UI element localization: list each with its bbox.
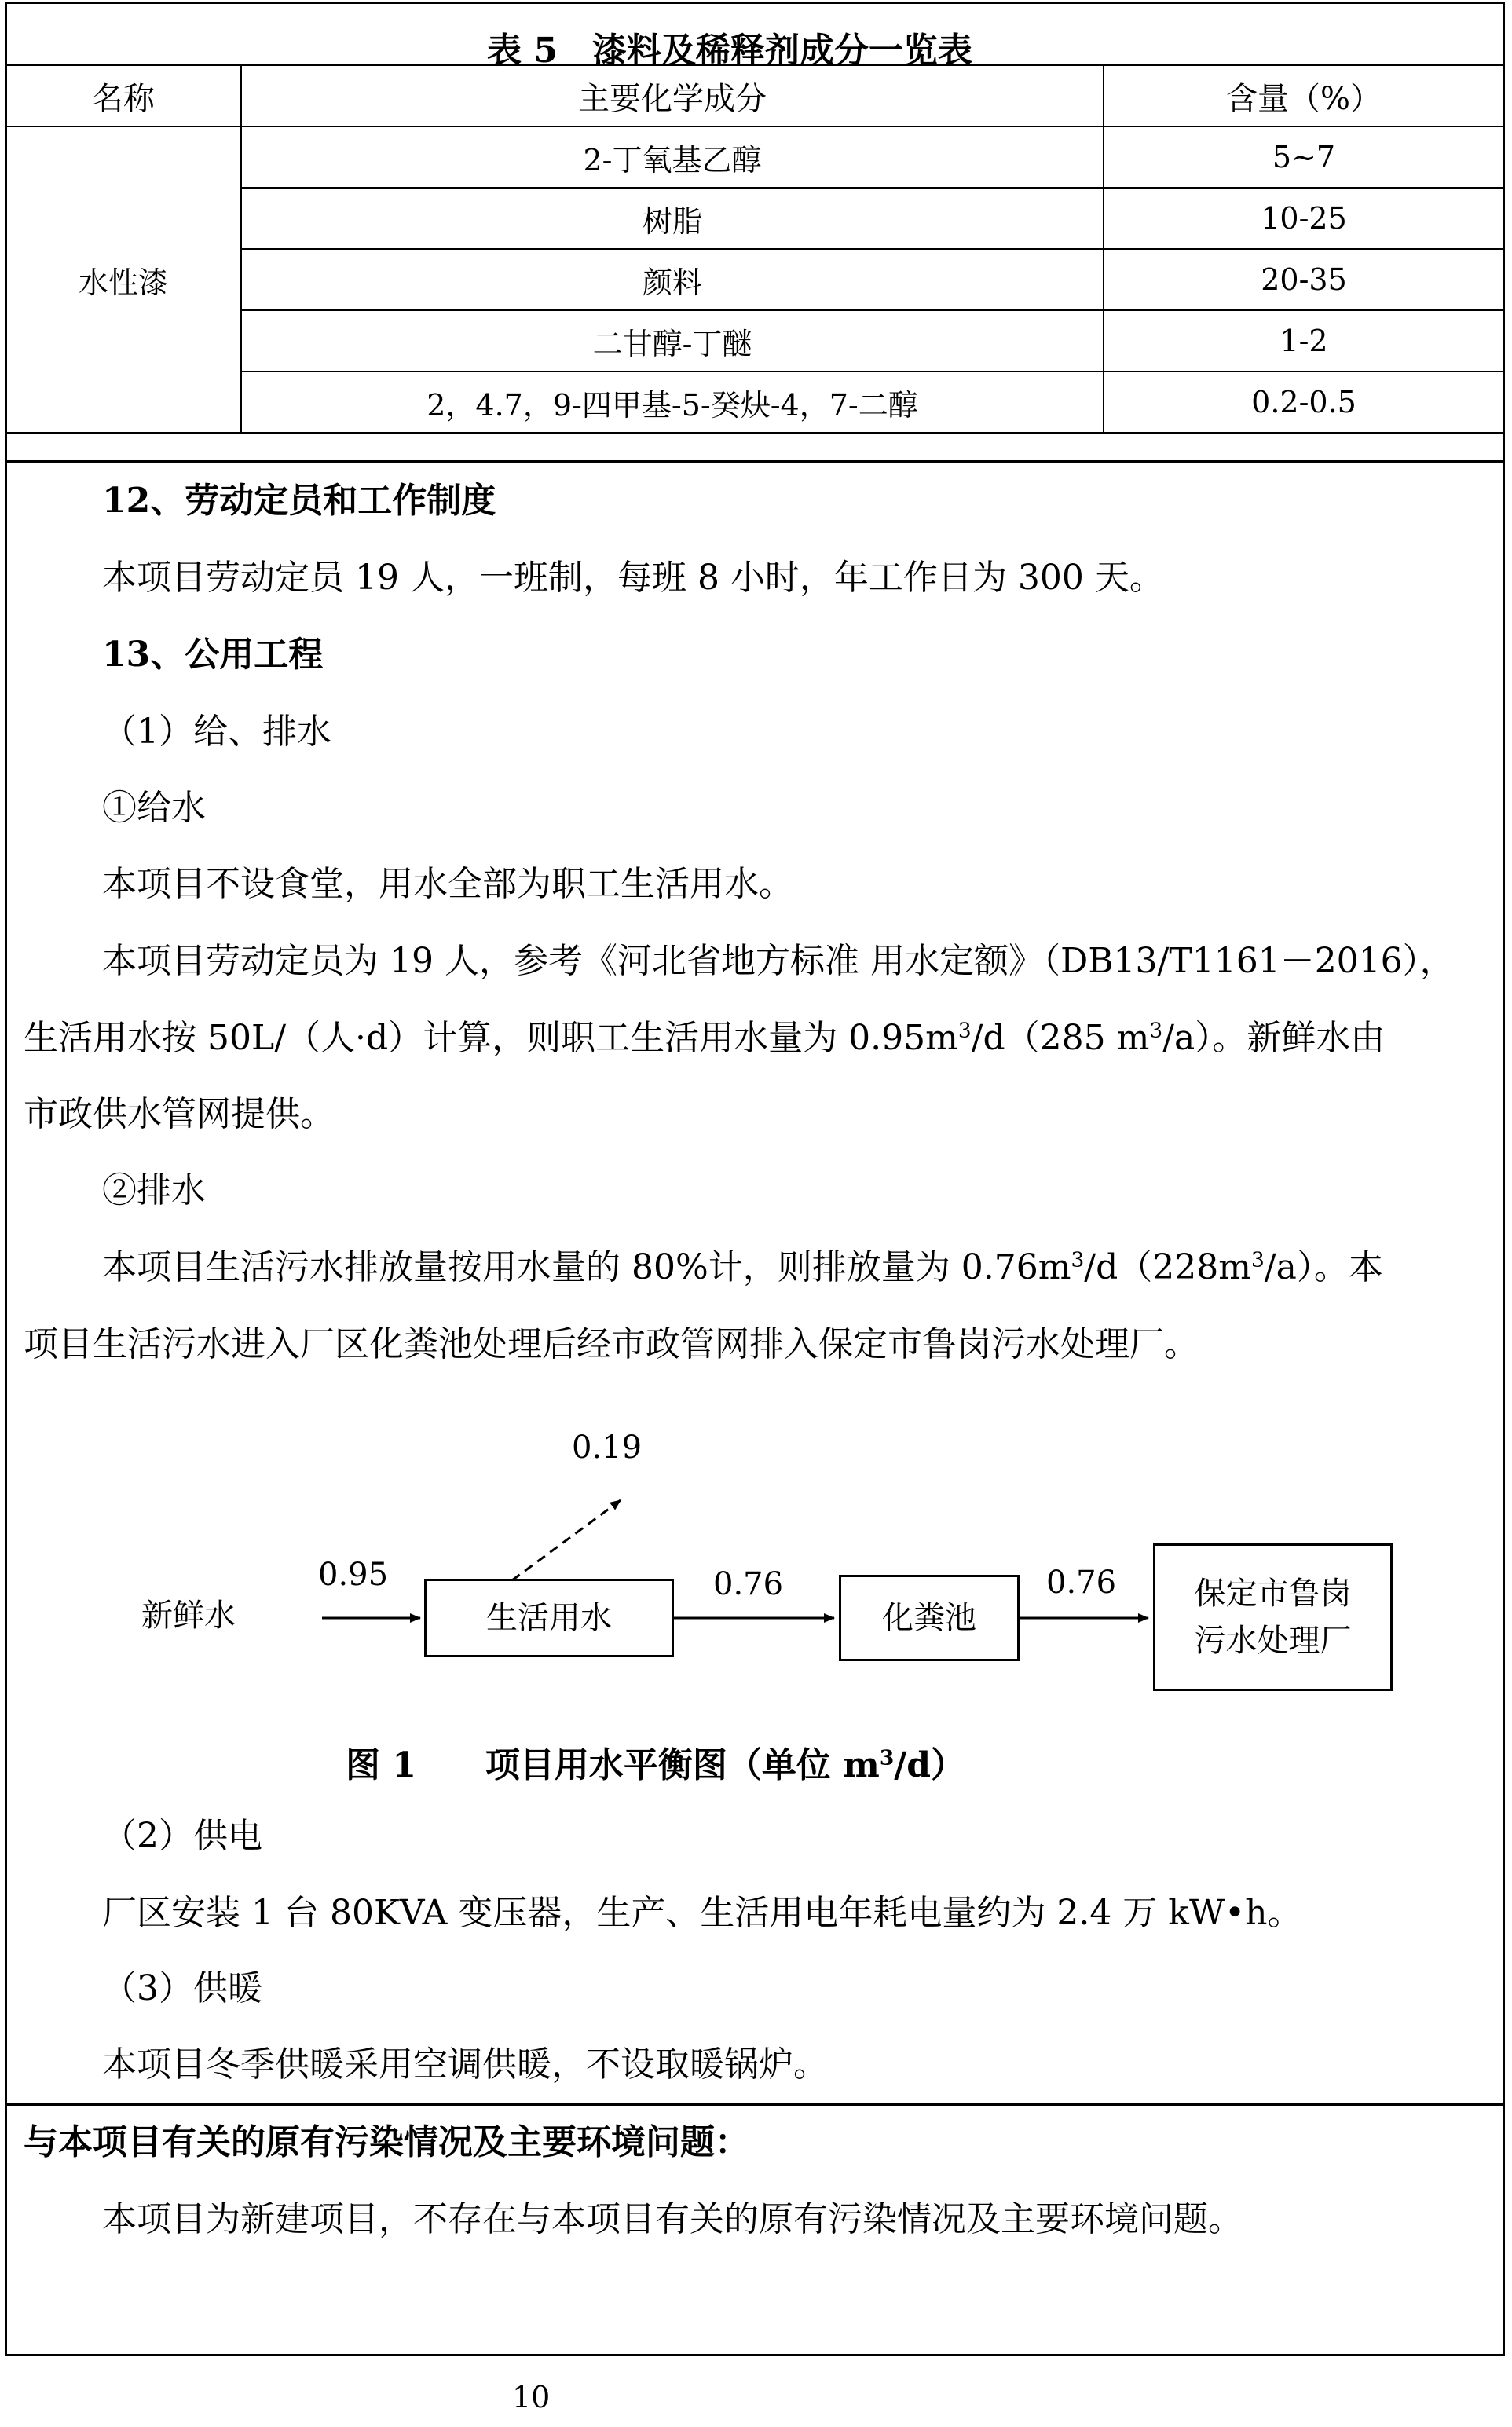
superscript: 3 — [1250, 1247, 1265, 1272]
component-cell: 颜料 — [241, 249, 1104, 310]
supply-title: ①给水 — [102, 788, 206, 828]
content-cell: 1-2 — [1104, 310, 1504, 372]
flow-label-3: 0.76 — [1046, 1565, 1117, 1601]
header-content: 含量（%） — [1104, 65, 1504, 126]
text-run: /d） — [894, 1745, 966, 1785]
supply-p1: 本项目不设食堂，用水全部为职工生活用水。 — [102, 864, 793, 904]
section12-heading: 12、劳动定员和工作制度 — [102, 481, 496, 521]
plant-line2: 污水处理厂 — [1194, 1623, 1352, 1659]
source-label: 新鲜水 — [141, 1598, 236, 1634]
pollution-text: 本项目为新建项目，不存在与本项目有关的原有污染情况及主要环境问题。 — [102, 2199, 1243, 2239]
text-run: /a）。本 — [1264, 1247, 1383, 1287]
superscript: 3 — [1149, 1018, 1163, 1043]
group-name-cell: 水性漆 — [5, 126, 241, 433]
supply-p2-line1: 本项目劳动定员为 19 人，参考《河北省地方标准 用水定额》（DB13/T1161－2016）， — [102, 941, 1455, 981]
sub3-heading: （3）供暖 — [102, 1968, 262, 2008]
header-name: 名称 — [5, 65, 241, 126]
sub1-heading: （1）给、排水 — [102, 712, 331, 752]
drain-line2: 项目生活污水进入厂区化粪池处理后经市政管网排入保定市鲁岗污水处理厂。 — [24, 1324, 1199, 1364]
pollution-heading: 与本项目有关的原有污染情况及主要环境问题： — [24, 2122, 749, 2162]
text-run: /a）。新鲜水由 — [1162, 1018, 1386, 1058]
septic-tank-box: 化粪池 — [839, 1575, 1020, 1661]
table-caption: 表 5 漆料及稀释剂成分一览表 — [487, 31, 972, 71]
heating-text: 本项目冬季供暖采用空调供暖，不设取暖锅炉。 — [102, 2044, 828, 2085]
page-number: 10 — [512, 2380, 551, 2414]
supply-p2-line3: 市政供水管网提供。 — [24, 1094, 335, 1134]
content-cell: 0.2-0.5 — [1104, 372, 1504, 433]
treatment-plant-box — [1153, 1543, 1393, 1691]
superscript: 3 — [879, 1745, 895, 1770]
component-cell: 二甘醇-丁醚 — [241, 310, 1104, 372]
content-cell: 10-25 — [1104, 188, 1504, 249]
component-cell: 树脂 — [241, 188, 1104, 249]
domestic-water-box: 生活用水 — [424, 1579, 674, 1657]
figure-caption — [346, 1745, 965, 1786]
section12-text: 本项目劳动定员 19 人，一班制，每班 8 小时，年工作日为 300 天。 — [102, 558, 1164, 598]
drain-title: ②排水 — [102, 1170, 206, 1210]
text-run: 图 1 项目用水平衡图（单位 m — [346, 1745, 880, 1785]
text-run: /d（285 m — [971, 1018, 1150, 1058]
content-cell: 20-35 — [1104, 249, 1504, 310]
superscript: 3 — [1071, 1247, 1085, 1272]
power-text: 厂区安装 1 台 80KVA 变压器，生产、生活用电年耗电量约为 2.4 万 kW•h。 — [102, 1893, 1302, 1933]
section13-heading: 13、公用工程 — [102, 635, 324, 675]
component-cell: 2，4.7，9-四甲基-5-癸炔-4，7-二醇 — [241, 372, 1104, 433]
content-cell: 5~7 — [1104, 126, 1504, 188]
text-run: 本项目生活污水排放量按用水量的 80%计，则排放量为 0.76m — [102, 1247, 1071, 1287]
text-run: /d（228m — [1084, 1247, 1251, 1287]
header-component: 主要化学成分 — [241, 65, 1104, 126]
flow-label-1: 0.95 — [318, 1557, 389, 1593]
plant-line1: 保定市鲁岗 — [1194, 1576, 1352, 1612]
text-run: 生活用水按 50L/（人·d）计算，则职工生活用水量为 0.95m — [24, 1018, 958, 1058]
arrow-loss — [512, 1500, 621, 1580]
loss-value: 0.19 — [572, 1429, 643, 1466]
section-divider — [5, 2103, 1505, 2106]
flow-label-2: 0.76 — [713, 1566, 784, 1602]
sub2-heading: （2）供电 — [102, 1816, 262, 1856]
component-cell: 2-丁氧基乙醇 — [241, 126, 1104, 188]
superscript: 3 — [957, 1018, 972, 1043]
